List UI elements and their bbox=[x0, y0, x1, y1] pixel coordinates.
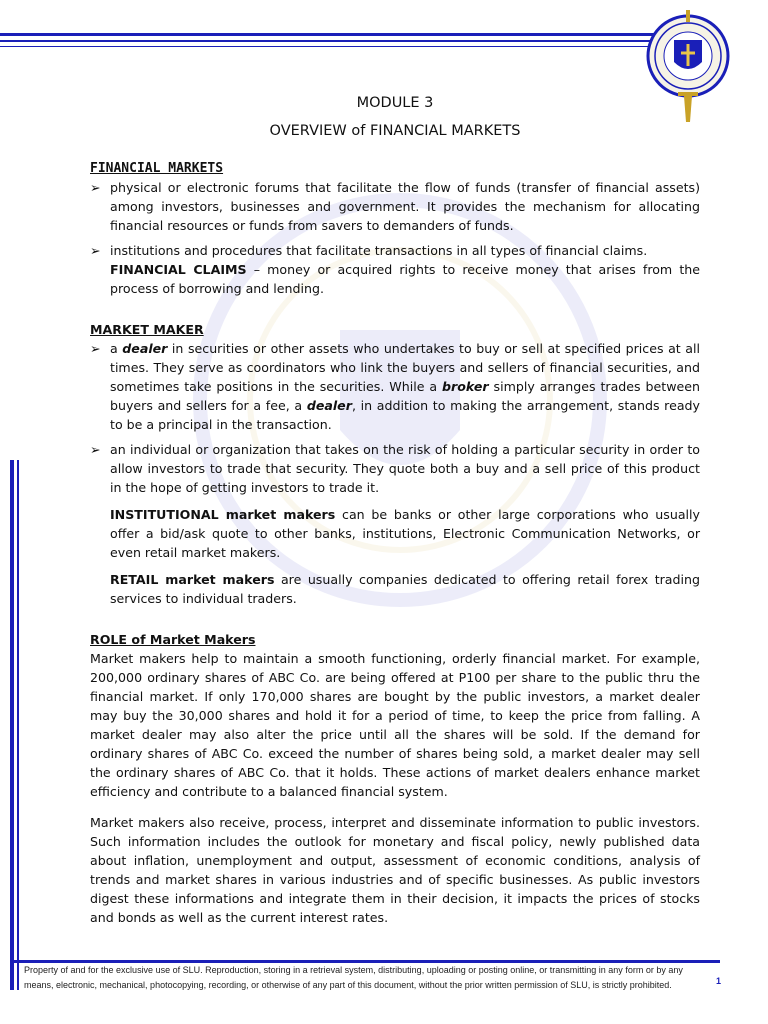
financial-claims-definition: – money or acquired rights to receive money that arises from the process of borrowing and lending. bbox=[110, 262, 700, 296]
dealer-term: dealer bbox=[306, 398, 352, 413]
arrowhead-bullet-icon: ➢ bbox=[90, 180, 101, 195]
retail-definition: are usually companies dedicated to offering retail forex trading services to individual traders. bbox=[110, 572, 700, 606]
role-paragraph-1: Market makers help to maintain a smooth functioning, orderly financial market. For example, 200,000 ordinary shares of ABC Co. are being offered at P100 per share to the public thru the financial market. If only 170,000 shares are bought by the public investors, a market dealer may buy the 30,000 shares and hold it for a period of time, to keep the price from falling. A market dealer may also alter the price until all the shares will be sold. If the demand for ordinary shares of ABC Co. exceed the number of shares being sold, a market dealer may sell the ordinary shares of ABC Co. that it holds. These actions of market dealers enhance market efficiency and contribute to a balanced financial system. bbox=[90, 651, 700, 799]
retail-market-makers bbox=[90, 570, 700, 608]
dealer-term: dealer bbox=[122, 341, 168, 356]
module-number: MODULE 3 bbox=[356, 95, 434, 111]
bullet-text: physical or electronic forums that facilitate the flow of funds (transfer of financial assets) among investors, businesses and government. It provides the mechanism for allocating financial resources or funds from savers to demanders of funds. bbox=[110, 180, 700, 233]
header-rule-top bbox=[0, 33, 715, 36]
institutional-market-makers bbox=[90, 505, 700, 562]
header-rule-bottom bbox=[0, 46, 715, 47]
financial-markets-heading: FINANCIAL MARKETS bbox=[90, 161, 224, 176]
bullet-text: an individual or organization that takes on the risk of holding a particular security in order to allow investors to trade that security. They quote both a buy and a sell price of this product in the hope of getting investors to trade it. bbox=[110, 442, 700, 495]
list-item bbox=[90, 339, 700, 434]
text-run: , in addition to making the arrangement, stands ready to be a principal in the transaction. bbox=[110, 398, 700, 432]
list-item bbox=[90, 440, 700, 497]
broker-term: broker bbox=[442, 379, 489, 394]
text-run: simply arranges trades between buyers and sellers for a fee, a bbox=[110, 379, 700, 413]
institutional-definition: can be banks or other large corporations who usually offer a bid/ask quote to other banks, institutions, Electronic Communication Networks, or even retail market makers. bbox=[110, 507, 700, 560]
document-body bbox=[90, 90, 700, 927]
bullet-text: institutions and procedures that facilitate transactions in all types of financial claims. bbox=[110, 243, 648, 258]
arrowhead-bullet-icon: ➢ bbox=[90, 341, 101, 356]
role-heading: ROLE of Market Makers bbox=[90, 632, 256, 647]
side-rule-thick bbox=[10, 460, 14, 990]
document-title: OVERVIEW of FINANCIAL MARKETS bbox=[269, 123, 521, 139]
arrowhead-bullet-icon: ➢ bbox=[90, 442, 101, 457]
role-paragraph-2: Market makers also receive, process, interpret and disseminate information to public investors. Such information includes the outlook for monetary and fiscal policy, newly published data about inflation, unemployment and output, assessment of economic conditions, analysis of trends and market shares in various industries and of specific businesses. As public investors digest these informations and integrate them in their decision, it impacts the prices of stocks and bonds as well as the current interest rates. bbox=[90, 815, 700, 925]
copyright-notice: Property of and for the exclusive use of SLU. Reproduction, storing in a retrieval system, distributing, uploading or posting online, or transmitting in any form or by any means, electronic, mechanical, photocopying, recording, or otherwise of any part of this document, without the prior written permission of SLU, is strictly prohibited. bbox=[24, 965, 683, 990]
header-rule-middle bbox=[0, 40, 715, 42]
list-item bbox=[90, 241, 700, 298]
side-rule-thin bbox=[17, 460, 19, 990]
list-item bbox=[90, 178, 700, 235]
page-number: 1 bbox=[716, 976, 722, 986]
text-run: in securities or other assets who undertakes to buy or sell at specified prices at all times. They serve as coordinators who link the buyers and sellers of financial securities, and sometimes take positions in the securities. While a bbox=[110, 341, 700, 394]
retail-term: RETAIL market makers bbox=[110, 572, 275, 587]
institutional-term: INSTITUTIONAL market makers bbox=[110, 507, 336, 522]
arrowhead-bullet-icon: ➢ bbox=[90, 243, 101, 258]
text-run: a bbox=[110, 341, 123, 356]
financial-claims-term: FINANCIAL CLAIMS bbox=[110, 262, 247, 277]
market-maker-heading: MARKET MAKER bbox=[90, 322, 204, 337]
